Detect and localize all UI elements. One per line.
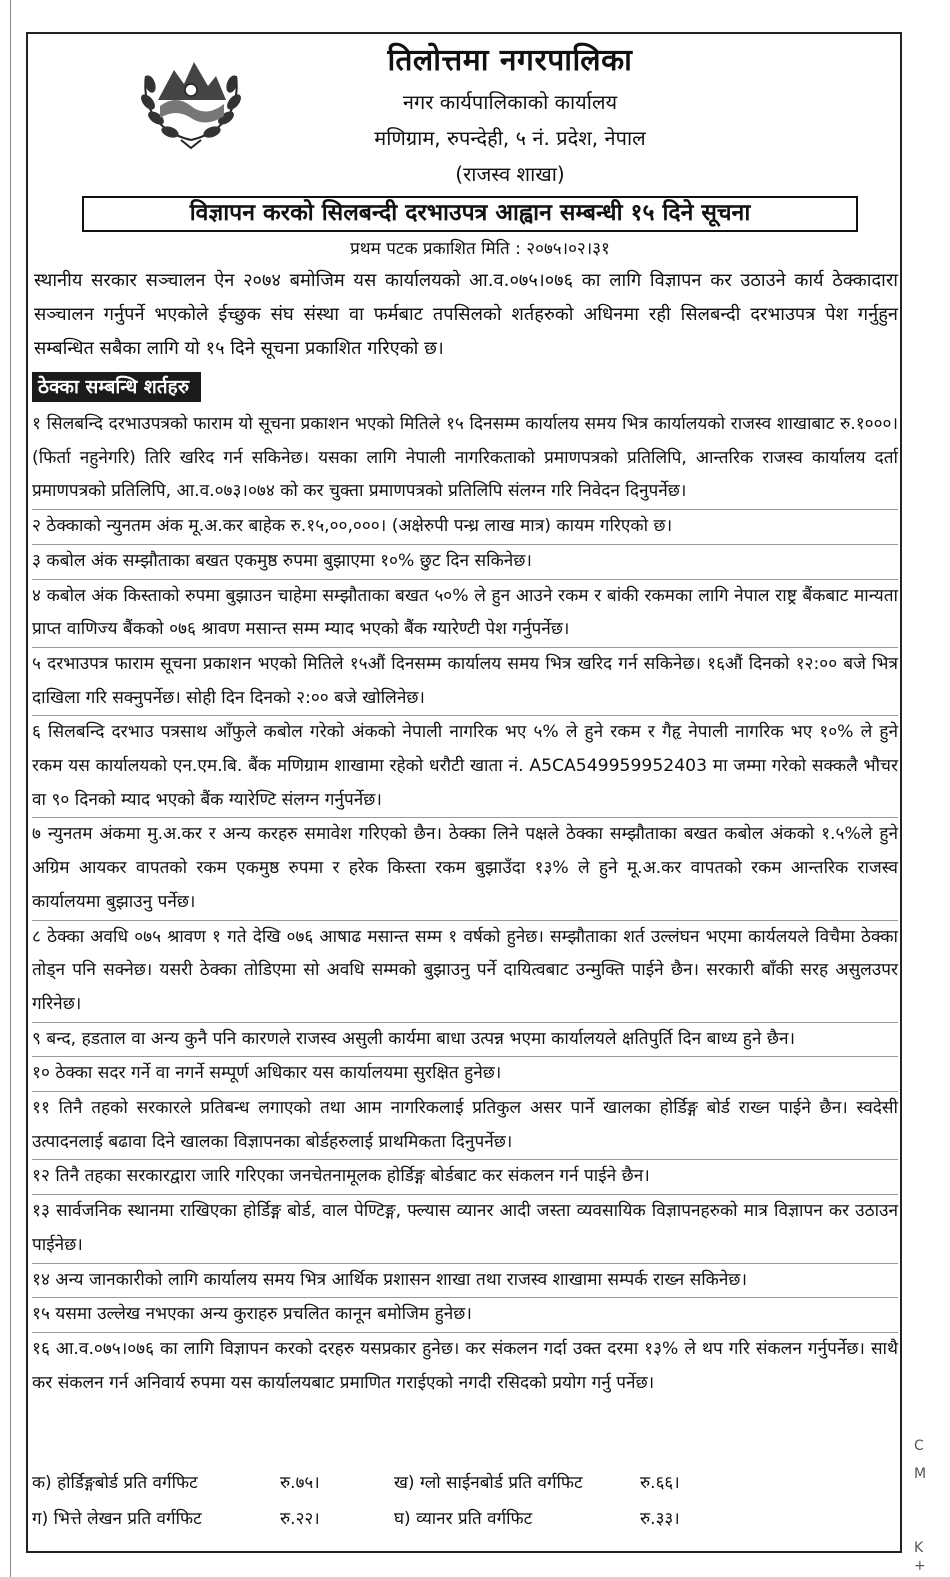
- branch-name: (राजस्व शाखा): [455, 162, 565, 186]
- condition-item: १३ सार्वजनिक स्थानमा राखिएका होर्डिङ्ग बोर्ड, वाल पेण्टिङ्ग, फ्ल्यास व्यानर आदी जस्ता व्यवसायिक विज्ञापनहरुको मात्र विज्ञापन कर उठाउन पाईनेछ।: [32, 1194, 898, 1262]
- print-mark: M: [914, 1466, 927, 1482]
- condition-item: १ सिलबन्दि दरभाउपत्रको फाराम यो सूचना प्रकाशन भएको मितिले १५ दिनसम्म कार्यालय समय भित्र कार्यालयको राजस्व शाखाबाट रु.१०००। (फिर्ता नहुनेगरि) तिरि खरिद गर्न सकिनेछ। यसका लागि नेपाली नागरिकताको प्रमाणपत्रको प्रतिलिपि, आन्तरिक राजस्व कार्यालय दर्ता प्रमाणपत्रको प्रतिलिपि, आ.व.०७३।०७४ को कर चुक्ता प्रमाणपत्रको प्रतिलिपि संलग्न गरि निवेदन दिनुपर्नेछ।: [32, 414, 898, 502]
- condition-item: २ ठेक्काको न्युनतम अंक मू.अ.कर बाहेक रु.१५,००,०००। (अक्षेरुपी पन्ध्र लाख मात्र) कायम गरिएको छ।: [32, 509, 898, 544]
- condition-item: १६ आ.व.०७५।०७६ का लागि विज्ञापन करको दरहरु यसप्रकार हुनेछ। कर संकलन गर्दा उक्त दरमा १३% ले थप गरि संकलन गर्नुपर्नेछ। साथै कर संकलन गर्न अनिवार्य रुपमा यस कार्यालयबाट प्रमाणित गराईएको नगदी रसिदको प्रयोग गर्नु पर्नेछ।: [32, 1332, 898, 1400]
- publication-date: प्रथम पटक प्रकाशित मिति : २०७५।०२।३१: [350, 239, 610, 259]
- condition-item: १२ तिनै तहका सरकारद्वारा जारि गरिएका जनचेतनामूलक होर्डिङ्ग बोर्डबाट कर संकलन गर्न पाईने छैन।: [32, 1159, 898, 1194]
- office-address: मणिग्राम, रुपन्देही, ५ नं. प्रदेश, नेपाल: [374, 126, 646, 150]
- condition-item: १५ यसमा उल्लेख नभएका अन्य कुराहरु प्रचलित कानून बमोजिम हुनेछ।: [32, 1297, 898, 1332]
- rate-value: रु.२२।: [280, 1509, 320, 1529]
- rate-label: ग) भित्ते लेखन प्रति वर्गफिट: [32, 1509, 202, 1529]
- condition-item: ६ सिलबन्दि दरभाउ पत्रसाथ आँफुले कबोल गरेको अंकको नेपाली नागरिक भए ५% ले हुने रकम र गैहृ नेपाली नागरिक भए १०% ले हुने रकम यस कार्यालयको एन.एम.बि. बैंक मणिग्राम शाखामा रहेको धरौटी खाता नं. A5CA549959952403 मा जम्मा गरेको सक्कलै भौचर वा ९० दिनको म्याद भएको बैंक ग्यारेण्टि संलग्न गर्नुपर्नेछ।: [32, 715, 898, 817]
- conditions-heading: ठेक्का सम्बन्धि शर्तहरु: [32, 372, 201, 402]
- intro-paragraph: स्थानीय सरकार सञ्चालन ऐन २०७४ बमोजिम यस कार्यालयको आ.व.०७५।०७६ का लागि विज्ञापन कर उठाउने कार्य ठेक्कादारा सञ्चालन गर्नुपर्ने भएकोले ईच्छुक संघ संस्था वा फर्मबाट तपसिलको शर्तहरुको अधिनमा रही सिलबन्दी दरभाउपत्र पेश गर्नुहुन सम्बन्धित सबैका लागि यो १५ दिने सूचना प्रकाशित गरिएको छ।: [34, 270, 898, 359]
- rate-label: घ) व्यानर प्रति वर्गफिट: [394, 1509, 533, 1529]
- condition-item: ३ कबोल अंक सम्झौताका बखत एकमुष्ठ रुपमा बुझाएमा १०% छुट दिन सकिनेछ।: [32, 544, 898, 579]
- conditions-list: [32, 408, 898, 1400]
- rate-value: रु.३३।: [640, 1509, 680, 1529]
- rate-label: ख) ग्लो साईनबोर्ड प्रति वर्गफिट: [394, 1473, 583, 1493]
- office-name: नगर कार्यपालिकाको कार्यालय: [402, 90, 618, 114]
- scan-edge-line: [10, 0, 11, 1577]
- municipality-name: तिलोत्तमा नगरपालिका: [387, 43, 633, 78]
- municipality-emblem-icon: [136, 40, 246, 152]
- condition-item: १० ठेक्का सदर गर्ने वा नगर्ने सम्पूर्ण अधिकार यस कार्यालयमा सुरक्षित हुनेछ।: [32, 1056, 898, 1091]
- print-mark: C: [914, 1438, 924, 1454]
- notice-title: विज्ञापन करको सिलबन्दी दरभाउपत्र आह्वान सम्बन्धी १५ दिने सूचना: [82, 196, 858, 232]
- condition-item: ८ ठेक्का अवधि ०७५ श्रावण १ गते देखि ०७६ आषाढ मसान्त सम्म १ वर्षको हुनेछ। सम्झौताका शर्त उल्लंघन भएमा कार्यलयले विचैमा ठेक्का तोड्न पनि सक्नेछ। यसरी ठेक्का तोडिएमा सो अवधि सम्मको बुझाउनु पर्ने दायित्वबाट उन्मुक्ति पाईने छैन। सरकारी बाँकी सरह असुलउपर गरिनेछ।: [32, 920, 898, 1022]
- condition-item: ५ दरभाउपत्र फाराम सूचना प्रकाशन भएको मितिले १५औं दिनसम्म कार्यालय समय भित्र खरिद गर्न सकिनेछ। १६औं दिनको १२:०० बजे भित्र दाखिला गरि सक्नुपर्नेछ। सोही दिन दिनको २:०० बजे खोलिनेछ।: [32, 647, 898, 715]
- print-mark: K: [914, 1540, 924, 1556]
- condition-item: ४ कबोल अंक किस्ताको रुपमा बुझाउन चाहेमा सम्झौताका बखत ५०% ले हुन आउने रकम र बांकी रकमका लागि नेपाल राष्ट्र बैंकबाट मान्यता प्राप्त वाणिज्य बैंकको ०७६ श्रावण मसान्त सम्म म्याद भएको बैंक ग्यारेण्टी पेश गर्नुपर्नेछ।: [32, 579, 898, 647]
- rate-value: रु.७५।: [280, 1473, 320, 1493]
- condition-item: ९ बन्द, हडताल वा अन्य कुनै पनि कारणले राजस्व असुली कार्यमा बाधा उत्पन्न भएमा कार्यालयले क्षतिपुर्ति दिन बाध्य हुने छैन।: [32, 1022, 898, 1057]
- rate-value: रु.६६।: [640, 1473, 680, 1493]
- condition-item: १४ अन्य जानकारीको लागि कार्यालय समय भित्र आर्थिक प्रशासन शाखा तथा राजस्व शाखामा सम्पर्क राख्न सकिनेछ।: [32, 1263, 898, 1298]
- condition-item: ११ तिनै तहको सरकारले प्रतिबन्ध लगाएको तथा आम नागरिकलाई प्रतिकुल असर पार्ने खालका होर्डिङ्ग बोर्ड राख्न पाईने छैन। स्वदेसी उत्पादनलाई बढावा दिने खालका विज्ञापनका बोर्डहरुलाई प्राथमिकता दिनुपर्नेछ।: [32, 1091, 898, 1159]
- print-mark: +: [914, 1558, 926, 1574]
- condition-item: ७ न्युनतम अंकमा मु.अ.कर र अन्य करहरु समावेश गरिएको छैन। ठेक्का लिने पक्षले ठेक्का सम्झौताका बखत कबोल अंकको १.५%ले हुने अग्रिम आयकर वापतको रकम एकमुष्ठ रुपमा र हरेक किस्ता रकम बुझाउँदा १३% ले हुने मू.अ.कर वापतको रकम आन्तरिक राजस्व कार्यालयमा बुझाउनु पर्नेछ।: [32, 817, 898, 919]
- rate-label: क) होर्डिङ्गबोर्ड प्रति वर्गफिट: [32, 1473, 198, 1493]
